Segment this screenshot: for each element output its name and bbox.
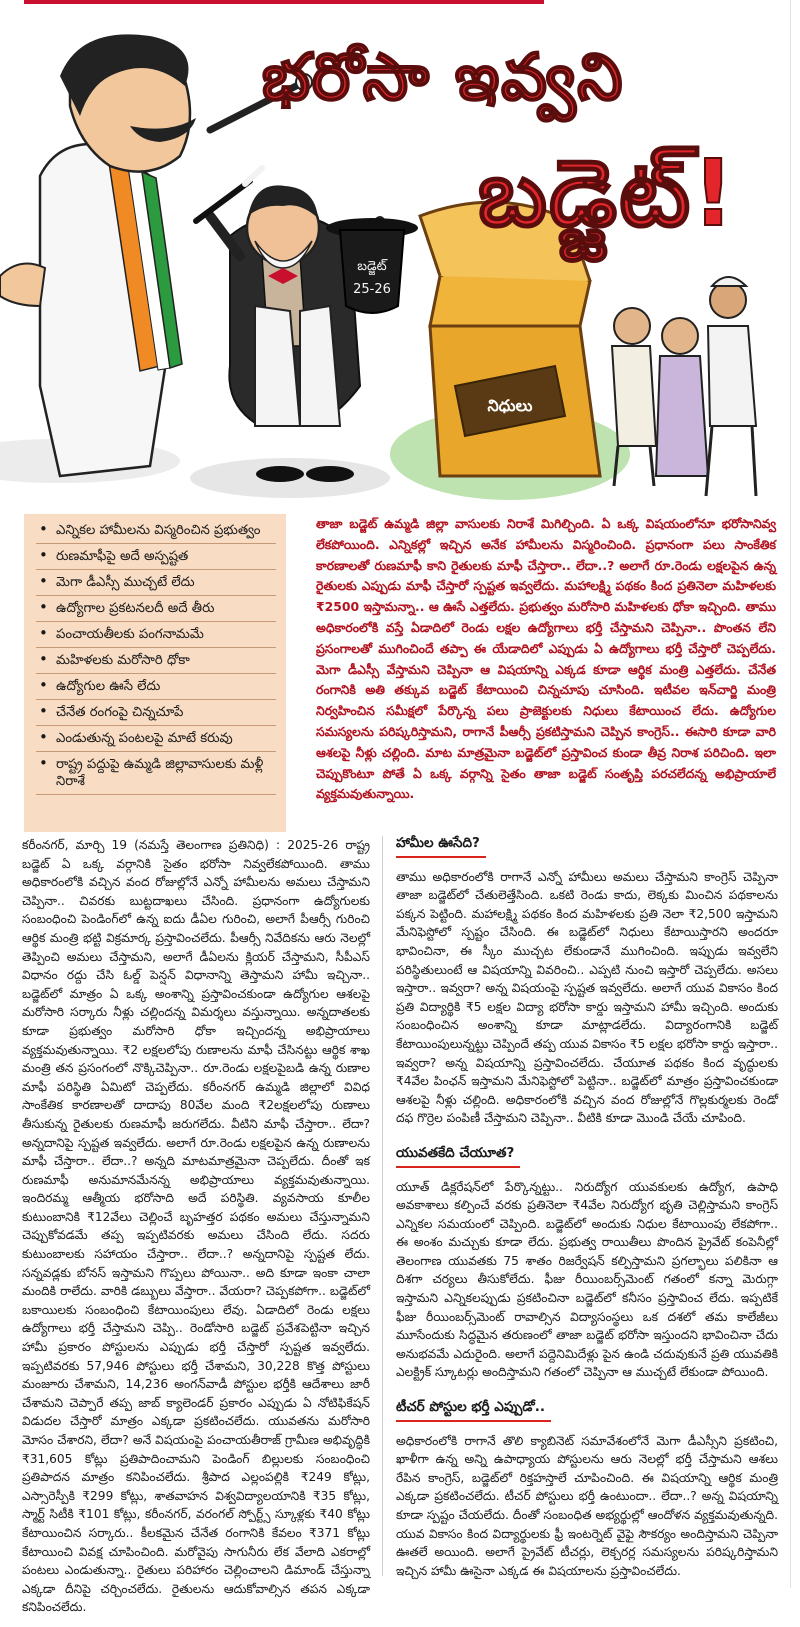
key-point: • ఉద్యోగాల ప్రకటనలదీ అదే తీరు — [36, 596, 276, 622]
section-text: అధికారంలోకి రాగానే తొలి క్యాబినెట్ సమావేశంలోనే మెగా డీఎస్సీని ప్రకటించి, ఖాళీగా ఉన్న అన్ని ఉపాధ్యాయ పోస్టులను ఆరు నెలల్లో భర్తీ చేస్తామని ఆశలు రేపిన కాంగ్రెస్, బడ్జెట్‌లో రిక్తహస్తాలే చూపించింది. ఈ విషయాన్ని ఆర్థిక మంత్రి ఎక్కడా ప్రకటించలేదు. టీచర్ పోస్టులు భర్తీ ఉంటుందా.. లేదా..? అన్న విషయాన్ని కూడా స్పష్టం చేయలేదు. దీంతో సంబంధిత అభ్యర్థుల్లో ఆందోళన వ్యక్తమవుతున్నది. యువ వికాసం కింద విద్యార్థులకు ఫ్రీ ఇంటర్నెట్ వైఫై సౌకర్యం అందిస్తామని చెప్పినా ఊతలే అయింది. అలాగే ప్రైవేట్ టీచర్లు, లెక్చరర్ల సమస్యలను పరిష్కరిస్తామని ఇచ్చిన హామీ ఊసైనా ఎక్కడ ఈ విషయాలను ప్రస్తావించలేదు. — [396, 1433, 778, 1578]
chest-label: నిధులు — [487, 396, 533, 415]
key-point: • ఎండుతున్న పంటలపై మాటే కరువు — [36, 726, 276, 752]
section-text: యూత్ డిక్లరేషన్‌లో పేర్కొన్నట్టు.. నిరుద్యోగ యువకులకు ఉద్యోగ, ఉపాధి అవకాశాలు కల్పించే వరకు ప్రతినెలా ₹4వేల నిరుద్యోగ భృతి చెల్లిస్తామని కాంగ్రెస్ ఎన్నికల సమయంలో చెప్పింది. బడ్జెట్‌లో అందుకు నిధుల కేటాయింపు లేకపోగా.. ఈ అంశం మచ్చుకు కూడా లేదు. ప్రభుత్వ రాయితీలు పొందిన ప్రైవేట్ కంపెనీల్లో తెలంగాణ యువతకు 75 శాతం రిజర్వేషన్ కల్పిస్తామని ప్రగల్భాలు పలికినా ఆ దిశగా చర్యలు తీసుకోలేదు. ఫీజు రీయింబర్స్‌మెంట్ గతంలో కన్నా మెరుగ్గా ఇస్తామని ఎన్నికలప్పుడు ప్రకటించినా బడ్జెట్‌లో కనీసం ప్రస్తావించ లేదు. ఇప్పటికే ఫీజు రీయింబర్స్‌మెంట్ రావాల్సిన విద్యాసంస్థలు ఒక దశలో తమ కాలేజీలు మూసేందుకు సిద్ధమైన తరుణంలో తాజా బడ్జెట్ భరోసా ఇస్తుందని భావించినా చేదు అనుభవమే ఎదురైంది. అలాగే పద్దెనిమిదేళ్లు పైన ఉండి చదువుకునే ప్రతి యువతికి ఎలక్ట్రిక్ స్కూటర్లు అందిస్తామని గతంలో చెప్పినా ఆ ముచ్చటే లేకుండా పోయింది. — [396, 1179, 778, 1380]
key-point: • ఎన్నికల హామీలను విస్మరించిన ప్రభుత్వం — [36, 518, 276, 544]
top-accent-rule — [24, 0, 544, 4]
lead-paragraph: తాజా బడ్జెట్ ఉమ్మడి జిల్లా వాసులకు నిరాశే మిగిల్చింది. ఏ ఒక్క విషయంలోనూ భరోసానివ్వ లేకపోయింది. ఎన్నికల్లో ఇచ్చిన అనేక హామీలను విస్మరించింది. ప్రధానంగా పలు సాంకేతిక కారణాలతో రుణమాఫీ కాని రైతులకు మాఫీ చేస్తారా.. లేదా..? అలాగే రూ.రెండు లక్షలపైన ఉన్న రైతులకు ఎప్పుడు మాఫీ చేస్తారో స్పష్టత ఇవ్వలేదు. మహాలక్ష్మి పథకం కింద ప్రతినెలా మహిళలకు ₹2500 ఇస్తామన్నా.. ఆ ఊసే ఎత్తలేదు. ప్రభుత్వం మరోసారి మహిళలకు ధోకా ఇచ్చింది. తాము అధికారంలోకి వస్తే ఏడాదిలో రెండు లక్షల ఉద్యోగాలు భర్తీ చేస్తామని చెప్పినా.. పొంతన లేని ప్రసంగాలతో ముగించిందే తప్పా ఈ యేడాదిలో ఎప్పుడు ఏ ఉద్యోగాలు భర్తీ చేస్తారో చెప్పలేదు. మెగా డీఎస్సీ వేస్తామని చెప్పినా ఆ విషయాన్ని ఎక్కడ కూడా ఆర్థిక మంత్రి ఎత్తలేదు. చేనేత రంగానికి అతి తక్కువ బడ్జెట్ కేటాయించి చిన్నచూపు చూసింది. ఇటీవల ఇన్‌చార్జి మంత్రి నిర్వహించిన సమీక్షలో పేర్కొన్న పలు ప్రాజెక్టులకు నిధులు కేటాయించ లేదు. ఉద్యోగుల సమస్యలను పరిష్కరిస్తామని, రాగానే పీఆర్సీ ప్రకటిస్తామని చెప్పిన కాంగ్రెస్.. ఈసారి కూడా వారి ఆశలపై నీళ్లు చల్లింది. మాట మాత్రమైనా బడ్జెట్‌లో ప్రస్తావించ కుండా తీవ్ర నిరాశ పరిచింది. ఇలా చెప్పుకొంటూ పోతే ఏ ఒక్క వర్గాన్ని సైతం తాజా బడ్జెట్ సంతృప్తి పరచలేదన్న అభిప్రాయాలే వ్యక్తమవుతున్నాయి. — [316, 516, 776, 802]
column-divider — [382, 836, 383, 1576]
people-group-right — [612, 277, 756, 496]
key-point: • పంచాయతీలకు పంగనామమే — [36, 622, 276, 648]
key-point: • ఉద్యోగుల ఊసే లేదు — [36, 674, 276, 700]
key-point: • రాష్ట్ర పద్దుపై ఉమ్మడి జిల్లావాసులకు మళ్లీ నిరాశే — [36, 752, 276, 795]
headline-line1: భరోసా ఇవ్వని — [262, 41, 625, 115]
magician-figure-center — [196, 168, 380, 482]
article-body-right-column — [396, 828, 778, 1590]
cartoon-illustration — [0, 6, 800, 506]
hat-label-line2: 25-26 — [353, 282, 391, 297]
section-heading: టీచర్ పోస్టుల భర్తీ ఎప్పుడో.. — [396, 1394, 551, 1422]
section-text: తాము అధికారంలోకి రాగానే ఎన్నో హామీలు అమలు చేస్తామని కాంగ్రెస్ చెప్పినా తాజా బడ్జెట్‌లో చేతులెత్తేసింది. ఒకటి రెండు కాదు, లెక్కకు మించిన పథకాలను పక్కన పెట్టింది. మహాలక్ష్మి పథకం కింద మహిళలకు ప్రతి నెలా ₹2,500 ఇస్తామని మేనిఫెస్టోలో స్పష్టం చేసింది. ఈ బడ్జెట్‌లో నిధులు కేటాయిస్తారని అందరూ భావించినా, ఈ స్కీం ముచ్చట లేకుండానే ముగించింది. ఇప్పుడు ఇవ్వలేని పరిస్థితులుంటే ఆ విషయాన్ని వివరించి.. ఎప్పటి నుంచి ఇస్తారో చెప్పలేదు. అసలు ఇస్తారా.. ఇవ్వరా? అన్న విషయంపై స్పష్టత ఇవ్వలేదు. అలాగే యువ వికాసం కింద ప్రతి విద్యార్థికి ₹5 లక్షల విద్యా భరోసా కార్డు ఇస్తామని హామీ ఇచ్చింది. అందుకు సంబంధించిన అంశాన్ని కూడా మాట్లాడలేదు. విద్యారంగానికి బడ్జెట్ కేటాయింపులున్నట్టు చెప్పిందే తప్ప యువ వికాసం ₹5 లక్షల భరోసా కార్డు ఇస్తారా.. ఇవ్వరా? అన్న విషయాన్ని ప్రస్తావించలేదు. చేయూత పథకం కింద వృద్ధులకు ₹4వేల పింఛన్ ఇస్తామని మేనిఫెస్టోలో పెట్టినా.. బడ్జెట్‌లో మాత్రం ప్రస్తావించకుండా ఆశలపై నీళ్లు చల్లింది. అధికారంలోకి వచ్చిన వంద రోజుల్లోనే గొల్లకుర్మలకు రెండో దఫ గొర్రెల పంపిణీ చేస్తామని చెప్పినా.. వీటికి కూడా మొండి చేయే చూపింది. — [396, 869, 778, 1126]
headline-line2: బడ్జెట్! — [478, 140, 737, 247]
key-points-box — [24, 514, 286, 832]
article-body-left-column — [22, 836, 370, 1627]
hat-label-line1: బడ్జెట్ — [357, 259, 387, 274]
left-column-text: కరీంనగర్, మార్చి 19 (నమస్తే తెలంగాణ ప్రతినిధి) : 2025-26 రాష్ట్ర బడ్జెట్ ఏ ఒక్క వర్గానికి సైతం భరోసా నివ్వలేకపోయింది. తాము అధికారంలోకి వచ్చిన వంద రోజుల్లోనే ఎన్నో హామీలను అమలు చేస్తామని చెప్పినా.. చివరకు బుట్టదాఖలు చేసింది. ప్రధానంగా ఉద్యోగులకు సంబంధించి పెండింగ్‌లో ఉన్న ఐదు డీఏల గురించి, అలాగే పీఆర్సీ గురించి ఆర్థిక మంత్రి భట్టి విక్రమార్క ప్రస్తావించలేదు. పీఆర్సీ నివేదికను ఆరు నెలల్లో తెప్పించి అమలు చేస్తామని, అలాగే డీఏలను క్లియర్ చేస్తామని, సీపీఎస్ విధానం రద్దు చేసి ఓల్డ్ పెన్షన్ విధానాన్ని తెస్తామని హామీ ఇచ్చినా.. బడ్జెట్‌లో మాత్రం ఏ ఒక్క అంశాన్ని ప్రస్తావించకుండా ఉద్యోగుల ఆశలపై మరోసారి సర్కారు నీళ్లు చల్లిందన్న విమర్శలు వస్తున్నాయి. అన్నదాతలకు కూడా ప్రభుత్వం మరోసారి ధోకా ఇచ్చిందన్న అభిప్రాయాలు వ్యక్తమవుతున్నాయి. ₹2 లక్షలలోపు రుణాలను మాఫీ చేసినట్టు ఆర్థిక శాఖ మంత్రి తన ప్రసంగంలో నొక్కిచెప్పినా.. రూ.రెండు లక్షలపైబడి ఉన్న రుణాల మాఫీ పరిస్థితి ఏమిటో చెప్పలేదు. కరీంనగర్ ఉమ్మడి జిల్లాలో వివిధ సాంకేతిక కారణాలతో దాదాపు 80వేల మంది ₹2లక్షలలోపు రుణాలు తీసుకున్న రైతులకు రుణమాఫీ జరుగలేదు. వీటిని మాఫీ చేస్తారా.. లేదా? అన్నదానిపై స్పష్టత ఇవ్వలేదు. అలాగే రూ.రెండు లక్షలపైన ఉన్న రుణాలను మాఫీ చేస్తారా.. లేదా..? అన్నది మాటమాత్రమైనా చెప్పలేదు. దీంతో ఇక రుణమాఫీ అనుమానమేనన్న అభిప్రాయాలు వ్యక్తమవుతున్నాయి. ఇందిరమ్మ ఆత్మీయ భరోసాది అదే పరిస్థితి. వ్యవసాయ కూలీల కుటుంబానికి ₹12వేలు చెల్లించే బృహత్తర పథకం అమలు చేస్తున్నామని చెప్పుకోవడమే తప్ప ఇప్పటివరకు అమలు చేసింది లేదు. సదరు కుటుంబాలకు సహాయం చేస్తారా.. లేదా..? అన్నదానిపై స్పష్టత లేదు. సన్నవడ్లకు బోనస్ ఇస్తామని గొప్పలు పోయినా.. అది కూడా ఇంకా చాలా మందికి రాలేదు. వారికి డబ్బులు వేస్తారా.. వేయరా? చెప్పకపోగా.. బడ్జెట్‌లో బకాయిలకు సంబంధించి కేటాయింపులు లేవు. ఏడాదిలో రెండు లక్షలు ఉద్యోగాలు భర్తీ చేస్తామని చెప్పి.. రెండోసారి బడ్జెట్ ప్రవేశపెట్టినా ఇచ్చిన హామీ ప్రకారం పోస్టులను ఎప్పుడు భర్తీ చేస్తారో స్పష్టత ఇవ్వలేదు. ఇప్పటివరకు 57,946 పోస్టులు భర్తీ చేశామని, 30,228 కొత్త పోస్టులు మంజూరు చేశామని, 14,236 అంగన్‌వాడీ పోస్టుల భర్తీకి ఆదేశాలు జారీ చేశామని చెప్పారే తప్ప జాబ్ క్యాలెండర్ ప్రకారం ఎప్పుడు ఏ నోటిఫికేషన్ విడుదల చేస్తారో మాత్రం ఎక్కడా ప్రకటించలేదు. యువతను మరోసారి మోసం చేశారని, లేదా? అనే విషయంపై పంచాయతీరాజ్ గ్రామీణ అభివృద్ధికి ₹31,605 కోట్లు ప్రతిపాదించామని పెండింగ్ బిల్లులకు సంబంధించి ప్రతిపాదన మాత్రం కనిపించలేదు. శ్రీపాద ఎల్లంపల్లికి ₹249 కోట్లు, ఎస్సారెస్పీకి ₹299 కోట్లు, శాతవాహన విశ్వవిద్యాలయానికి ₹35 కోట్లు, స్మార్ట్ సిటీకి ₹101 కోట్లు, కరీంనగర్, వరంగల్ స్పోర్ట్స్ స్కూళ్లకు ₹40 కోట్లు కేటాయించిన సర్కారు.. కీలకమైన చేనేత రంగానికి కేవలం ₹371 కోట్లు కేటాయించి వివక్ష చూపించింది. మరోవైపు సాగునీరు లేక వేలాది ఎకరాల్లో పంటలు ఎండుతున్నా.. రైతులు పరిహారం చెల్లించాలని డిమాండ్ చేస్తున్నా ఎక్కడా దీనిపై చర్చించలేదు. రైతులను ఆదుకోవాల్సిన తపన ఎక్కడా కనిపించలేదు. — [22, 838, 370, 1615]
section-heading: హామీల ఊసేది? — [396, 830, 486, 858]
key-point: • రుణమాఫీపై అదే అస్పష్టత — [36, 544, 276, 570]
section-heading: యువతకేది చేయూత? — [396, 1140, 520, 1168]
key-points-list — [36, 518, 276, 795]
key-point: • మహిళలకు మరోసారి ధోకా — [36, 648, 276, 674]
key-point: • చేనేత రంగంపై చిన్నచూపే — [36, 700, 276, 726]
key-point: • మెగా డీఎస్సీ ముచ్చటే లేదు — [36, 570, 276, 596]
